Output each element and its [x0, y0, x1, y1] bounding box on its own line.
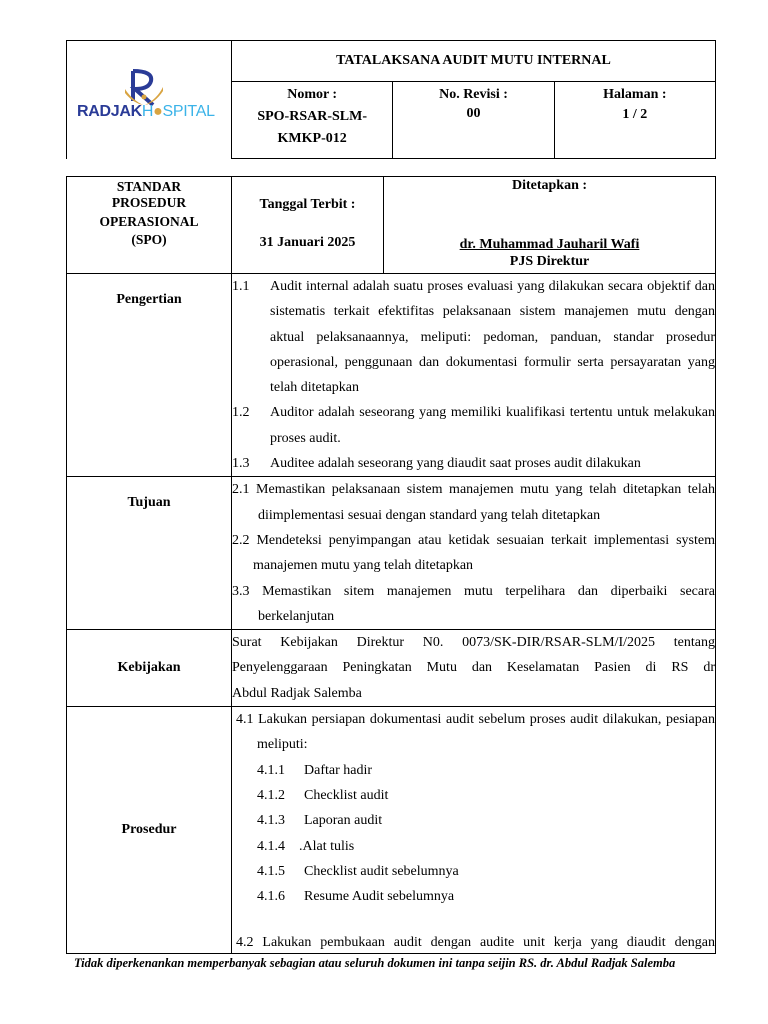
ditetapkan-label: Ditetapkan : — [511, 178, 588, 193]
pengertian-content — [232, 274, 716, 477]
tanggal-terbit-cell — [232, 177, 384, 274]
ditetapkan-cell — [384, 177, 716, 274]
kebijakan-line: Surat Kebijakan Direktur N0. 0073/SK-DIR/RSAR-SLM/I/2025 tentang — [232, 635, 715, 651]
prosedur-content — [232, 707, 716, 954]
pengertian-item: 1.3 Auditee adalah seseorang yang diaudit saat proses audit dilakukan — [232, 456, 641, 472]
pengertian-label: Pengertian — [67, 274, 232, 477]
halaman-value: 1 / 2 — [622, 107, 648, 122]
tujuan-label: Tujuan — [67, 477, 232, 630]
tujuan-item: 2.2 Mendeteksi penyimpangan atau ketidak sesuaian terkait implementasi system manajemen mutu yang telah ditetapkan — [232, 532, 715, 574]
nomor-label: Nomor : — [287, 87, 338, 102]
revisi-value: 00 — [466, 106, 481, 121]
prosedur-next-item: 4.2 Lakukan pembukaan audit dengan audite unit kerja yang diaudit dengan — [236, 935, 715, 951]
kebijakan-content — [232, 630, 716, 707]
spo-content-table — [66, 176, 716, 954]
tujuan-content — [232, 477, 716, 630]
kebijakan-line: Abdul Radjak Salemba — [232, 685, 362, 701]
spo-label-line-3: OPERASIONAL — [99, 214, 199, 229]
logo-wordmark: RADJAKH●SPITAL — [77, 103, 215, 120]
prosedur-sub-item: 4.1.5 Checklist audit sebelumnya — [257, 863, 459, 879]
prosedur-sub-item: 4.1.3 Laporan audit — [257, 813, 383, 829]
spo-label-line-2: PROSEDUR — [111, 195, 187, 210]
pengertian-item: 1.2 Auditor adalah seseorang yang memiliki kualifikasi tertentu untuk melakukan proses audit. — [232, 405, 715, 446]
document-title: TATALAKSANA AUDIT MUTU INTERNAL — [232, 41, 716, 82]
nomor-value-line-1: SPO-RSAR-SLM- — [257, 109, 367, 124]
document-header-table — [66, 40, 716, 159]
prosedur-sub-item: 4.1.6 Resume Audit sebelumnya — [257, 889, 455, 905]
hospital-logo — [77, 67, 222, 127]
prosedur-sub-item: 4.1.2 Checklist audit — [257, 787, 389, 803]
nomor-cell — [232, 82, 393, 159]
tanggal-terbit-value: 31 Januari 2025 — [259, 235, 356, 250]
tujuan-item: 3.3 Memastikan sitem manajemen mutu terpelihara dan diperbaiki secara berkelanjutan — [232, 583, 715, 624]
prosedur-sub-item: 4.1.4 .Alat tulis — [257, 838, 355, 854]
prosedur-sub-item: 4.1.1 Daftar hadir — [257, 762, 373, 778]
signer-name: dr. Muhammad Jauharil Wafi — [459, 237, 640, 252]
signer-title: PJS Direktur — [509, 254, 590, 269]
prosedur-label: Prosedur — [67, 707, 232, 954]
tujuan-item: 2.1 Memastikan pelaksanaan sistem manajemen mutu yang telah ditetapkan telah diimplementasi sesuai dengan standard yang telah ditetapkan — [232, 482, 715, 523]
revisi-cell — [393, 82, 554, 159]
spo-label-line-4: (SPO) — [131, 232, 167, 247]
tanggal-terbit-label: Tanggal Terbit : — [259, 197, 356, 212]
halaman-label: Halaman : — [603, 87, 667, 102]
logo-cell — [67, 41, 232, 159]
kebijakan-label: Kebijakan — [67, 630, 232, 707]
halaman-cell — [554, 82, 715, 159]
revisi-label: No. Revisi : — [439, 87, 508, 102]
kebijakan-line: Penyelenggaraan Peningkatan Mutu dan Keselamatan Pasien di RS dr — [232, 660, 715, 676]
footer-disclaimer: Tidak diperkenankan memperbanyak sebagian atau seluruh dokumen ini tanpa seijin RS. dr. Abdul Radjak Salemba — [74, 956, 676, 970]
spo-label-cell — [67, 177, 232, 274]
nomor-value-line-2: KMKP-012 — [277, 131, 347, 146]
spo-label-line-1: STANDAR — [116, 179, 182, 194]
pengertian-item: 1.1 Audit internal adalah suatu proses evaluasi yang dilakukan secara objektif dan sistematis terkait efektifitas pelaksanaan sistem manajemen mutu dengan aktual pelaksanaannya, meliputi: pedoman, panduan, standar prosedur operasional, penggunaan dan dokumentasi formulir serta persayaratan yang telah ditetapkan — [232, 279, 715, 396]
prosedur-intro: 4.1 Lakukan persiapan dokumentasi audit sebelum proses audit dilakukan, pesiapan meliputi: — [236, 712, 715, 753]
